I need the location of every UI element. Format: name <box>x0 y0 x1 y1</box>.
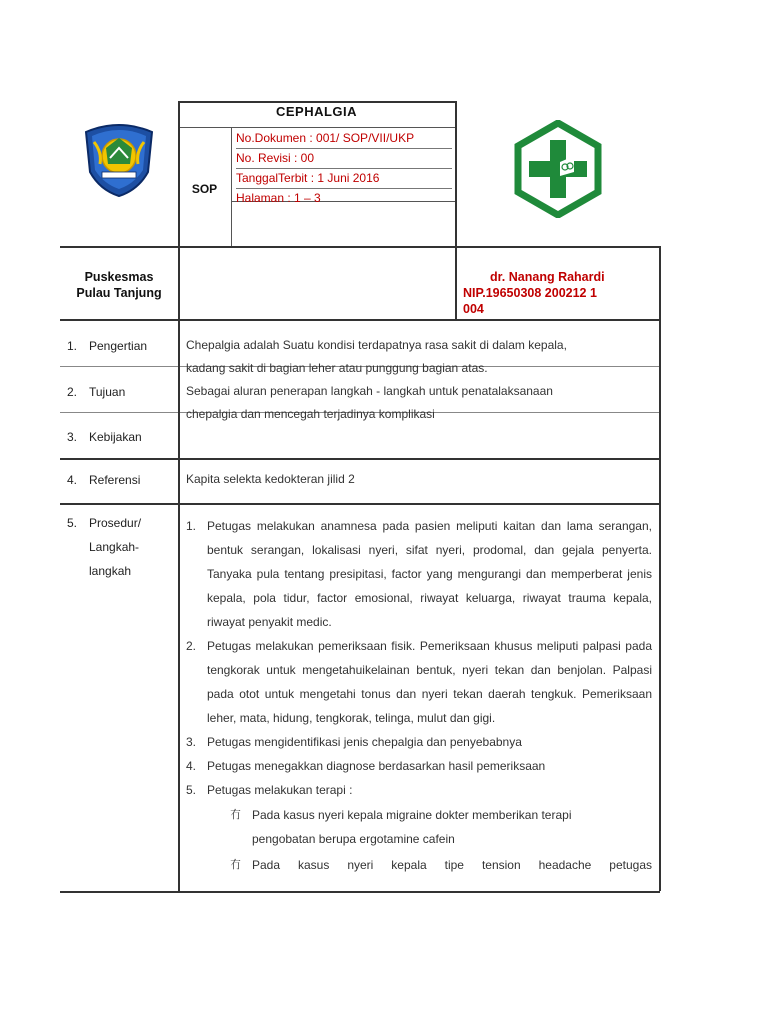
therapy-line: Pada kasus nyeri kepala migraine dokter memberikan terapi <box>252 808 572 822</box>
signatory-nip-cont: 004 <box>463 302 484 316</box>
step-number: 2. <box>186 639 197 653</box>
section-title: Referensi <box>89 473 141 487</box>
document-title: CEPHALGIA <box>275 104 358 119</box>
pengertian-line-1: Chepalgia adalah Suatu kondisi terdapatnya rasa sakit di dalam kepala, <box>186 338 567 352</box>
organization-line-2: Pulau Tanjung <box>76 286 162 300</box>
section-number: 4. <box>67 473 78 487</box>
left-logo-column-border <box>178 101 180 891</box>
regency-coat-of-arms-icon <box>80 118 158 198</box>
section-title: Pengertian <box>89 339 148 353</box>
therapy-bullet: 冇 <box>230 859 241 871</box>
signatory-nip: NIP.19650308 200212 1 <box>463 286 597 300</box>
step-text: Petugas menegakkan diagnose berdasarkan hasil pemeriksaan <box>207 759 546 773</box>
left-logo <box>80 118 158 198</box>
meta-page: Halaman : 1 – 3 <box>236 191 321 205</box>
procedure-step <box>186 634 652 730</box>
org-row-bottom-border <box>60 319 660 321</box>
therapy-item <box>230 853 652 877</box>
procedure-step <box>186 730 652 754</box>
organization-line-1: Puskesmas <box>84 270 154 284</box>
section-title: Kebijakan <box>89 430 142 444</box>
step-text: Petugas melakukan anamnesa pada pasien meliputi kaitan dan lama serangan, bentuk serangan, lokalisasi nyeri, sifat nyeri, prodomal, dan gejala penyerta. Tanyaka pula tentang presipitasi, factor yang mengurangi dan memperberat jenis kepala, pola tidur, factor emosional, riwayat keluarga, riwayat trauma kepala, riwayat penyakit medic. <box>207 519 652 629</box>
meta-issue-date: TanggalTerbit : 1 Juni 2016 <box>236 169 452 189</box>
pengertian-text <box>186 334 646 380</box>
row-divider-kebijakan <box>60 458 660 460</box>
section-title: Tujuan <box>89 385 126 399</box>
procedure-step <box>186 778 652 802</box>
step-text: Petugas mengidentifikasi jenis chepalgia dan penyebabnya <box>207 735 522 749</box>
title-divider <box>178 127 455 128</box>
table-top-border <box>178 101 455 103</box>
sop-label-divider <box>231 127 232 246</box>
section-number: 3. <box>67 430 78 444</box>
row-divider-referensi <box>60 503 660 505</box>
section-title-cont-2: langkah <box>89 564 132 578</box>
tujuan-line-2: chepalgia dan mencegah terjadinya komplikasi <box>186 407 435 421</box>
section-label-referensi <box>67 468 140 492</box>
puskesmas-green-cross-icon <box>514 120 602 218</box>
right-logo <box>514 120 602 218</box>
table-bottom-border <box>60 891 660 893</box>
procedure-list <box>186 514 652 877</box>
table-right-border <box>659 246 661 891</box>
step-text: Petugas melakukan pemeriksaan fisik. Pemeriksaan khusus meliputi palpasi pada tengkorak untuk mengetahuikelainan bentuk, nyeri tekan dan benjolan. Palpasi pada otot untuk mengetahi tonus dan nyeri tekan daerah tengkuk. Pemeriksaan leher, mata, hidung, tengkorak, telinga, mulut dan gigi. <box>207 639 652 725</box>
section-label-prosedur <box>67 511 141 583</box>
sop-label: SOP <box>191 182 218 196</box>
referensi-text: Kapita selekta kedokteran jilid 2 <box>186 472 355 486</box>
step-number: 4. <box>186 759 197 773</box>
step-number: 1. <box>186 519 197 533</box>
therapy-line: pengobatan berupa ergotamine cafein <box>252 832 455 846</box>
signatory-name: dr. Nanang Rahardi <box>490 270 605 284</box>
document-meta <box>236 129 452 208</box>
section-label-tujuan <box>67 380 125 404</box>
section-number: 1. <box>67 339 78 353</box>
procedure-step <box>186 514 652 634</box>
section-number: 5. <box>67 516 78 530</box>
organization-name <box>60 269 178 301</box>
procedure-step <box>186 754 652 778</box>
step-number: 5. <box>186 783 197 797</box>
header-bottom-border <box>60 246 660 248</box>
meta-document-number: No.Dokumen : 001/ SOP/VII/UKP <box>236 129 452 149</box>
therapy-bullet: 冇 <box>230 809 241 821</box>
meta-revision: No. Revisi : 00 <box>236 149 452 169</box>
section-number: 2. <box>67 385 78 399</box>
therapy-list <box>186 803 652 877</box>
therapy-item <box>230 803 652 851</box>
section-title: Prosedur/ <box>89 516 142 530</box>
therapy-line: Pada kasus nyeri kepala tipe tension headache petugas <box>252 858 652 872</box>
section-title-cont-1: Langkah- <box>89 540 140 554</box>
step-number: 3. <box>186 735 197 749</box>
tujuan-line-1: Sebagai aluran penerapan langkah - langkah untuk penatalaksanaan <box>186 384 553 398</box>
signatory <box>463 269 653 317</box>
pengertian-line-2: kadang sakit di bagian leher atau punggung bagian atas. <box>186 361 488 375</box>
tujuan-text <box>186 380 646 426</box>
right-logo-column-border <box>455 101 457 319</box>
step-text: Petugas melakukan terapi : <box>207 783 353 797</box>
section-label-pengertian <box>67 334 147 358</box>
section-label-kebijakan <box>67 425 142 449</box>
